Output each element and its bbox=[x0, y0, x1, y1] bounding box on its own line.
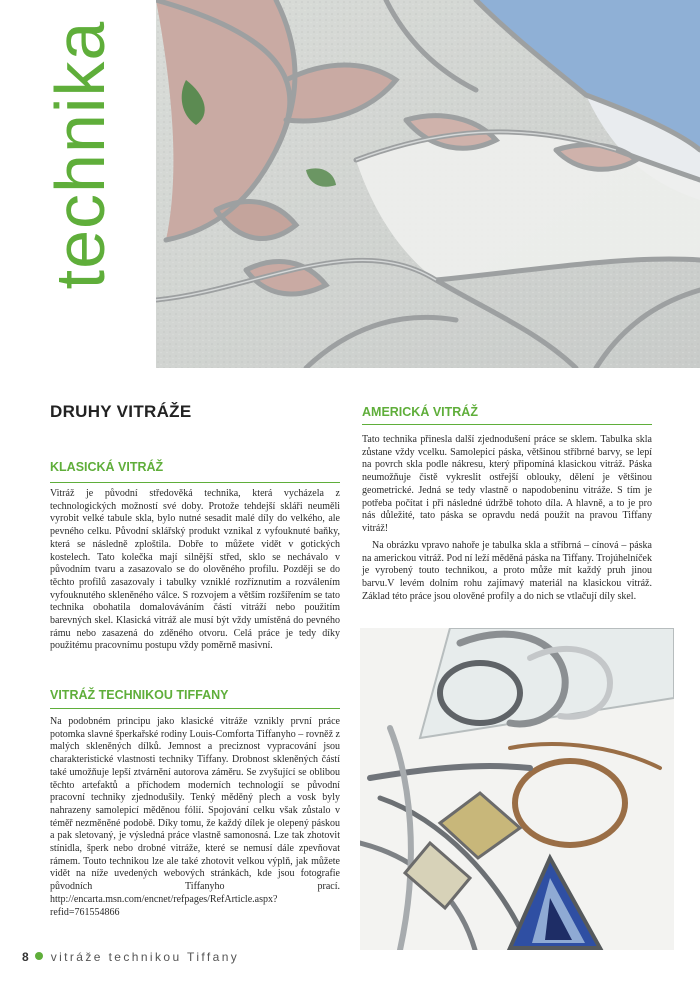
heading-klasicka-vitraz: KLASICKÁ VITRÁŽ bbox=[50, 460, 164, 474]
heading-vitraz-tiffany: VITRÁŽ TECHNIKOU TIFFANY bbox=[50, 688, 229, 702]
paragraph-americka-vitraz-1: Tato technika přinesla další zjednodušení práce se sklem. Tabulka skla zůstane vždy vcelku. Samolepicí páska, většinou stříbrné barvy, se lepí na povrch skla podle nákresu, který připomíná klasickou vitráž. Páska neumožňuje čistě vykreslit ostřejší oblouky, dělení je většinou geometrické. Jedná se tedy vlastně o napodobeninu vitráže. S tím je potřeba počítat i při následné údržbě tohoto díla. A hlavně, a to je pro nás důležité, tato páska se opravdu nedá použít na pravou Tiffany vitráž! bbox=[362, 434, 652, 534]
paragraph-klasicka-vitraz: Vitráž je původní středověká technika, která vycházela z technologických možností své doby. Protože tehdejší skláři neuměli vyrobit velké tabule skla, bylo nutné sesadit malé díly do velkého, ale pevného celku. Původní sklářský produkt vznikal z vyfouknuté baňky, která se následně zploštila. Dobře to můžete vidět v gotických kostelech. Tato kolečka mají silnější střed, sklo se nechávalo v původním tvaru a zasazovalo se do olověného profilu. Později se do těchto profilů zasazovaly i tabulky vzniklé rozříznutím a rozválením vyfouknutého skleněného válce. S rozvojem a větším rozšířením se tato technika obohatila domalováváním částí vitráží nebo použitím barevných skel. Klasická vitráž ale musí být vždy umístěná do pevného rámu nebo zasazená do zděného otvoru. Celá práce je tedy díky použitému pracovnímu postupu vždy poměrně masivní. bbox=[50, 488, 340, 652]
section-title-text: technika bbox=[41, 20, 119, 290]
materials-photo bbox=[360, 628, 674, 950]
main-heading: DRUHY VITRÁŽE bbox=[50, 402, 192, 421]
footer-title: vitráže technikou Tiffany bbox=[50, 950, 240, 964]
paragraph-vitraz-tiffany: Na podobném principu jako klasické vitráže vznikly první práce potomka slavné šperkařské rodiny Louis-Comforta Tiffanyho – rovněž z malých skleněných dílků. Jemnost a preciznost vypracování jsou charakteristické vlastnosti techniky Tiffany. Drobnost skleněných částí také umožňuje lepší ztvárnění autorova záměru. Se zvyšující se oblibou těchto artefaktů a příchodem moderních technologií se původní pracovní techniky zjednodušily. Tenký měděný plech a vosk byly nahrazeny samolepicí měděnou fólií. Spojování celku však zůstalo v téměř nezměněné podobě. Díky tomu, že každý dílek je olepený páskou a pak sletovaný, je výsledná práce vlastně samonosná. Lze tak zhotovit stínidla, šperk nebo drobné vitráže, které se nemusí dále zpevňovat rámem. Touto technikou lze ale také zhotovit velkou výplň, jak můžete vidět na níže uvedených webových stránkách, kde jsou fotografie původních Tiffanyho prací. http://encarta.msn.com/encnet/refpages/RefArticle.aspx?refid=761554866 bbox=[50, 716, 340, 918]
page-number: 8 bbox=[22, 950, 29, 964]
stained-glass-leaves-photo bbox=[156, 0, 700, 368]
vertical-section-title bbox=[40, 0, 120, 310]
heading-underline bbox=[362, 424, 652, 425]
bullet-dot-icon bbox=[35, 952, 43, 960]
page-footer bbox=[22, 950, 239, 970]
heading-underline bbox=[50, 482, 340, 483]
paragraph-americka-vitraz-2: Na obrázku vpravo nahoře je tabulka skla a stříbrná – cínová – páska na americkou vitráž. Pod ní leží měděná páska na Tiffany. Trojúhelníček je vyrobený touto technikou, a proto může mít každý pruh jinou barvu.V levém dolním rohu zajímavý materiál na klasickou vitráž. Základ této práce jsou olověné profily a do nich se vtlačují díly skel. bbox=[362, 540, 652, 602]
heading-underline bbox=[50, 708, 340, 709]
heading-americka-vitraz: AMERICKÁ VITRÁŽ bbox=[362, 405, 478, 419]
